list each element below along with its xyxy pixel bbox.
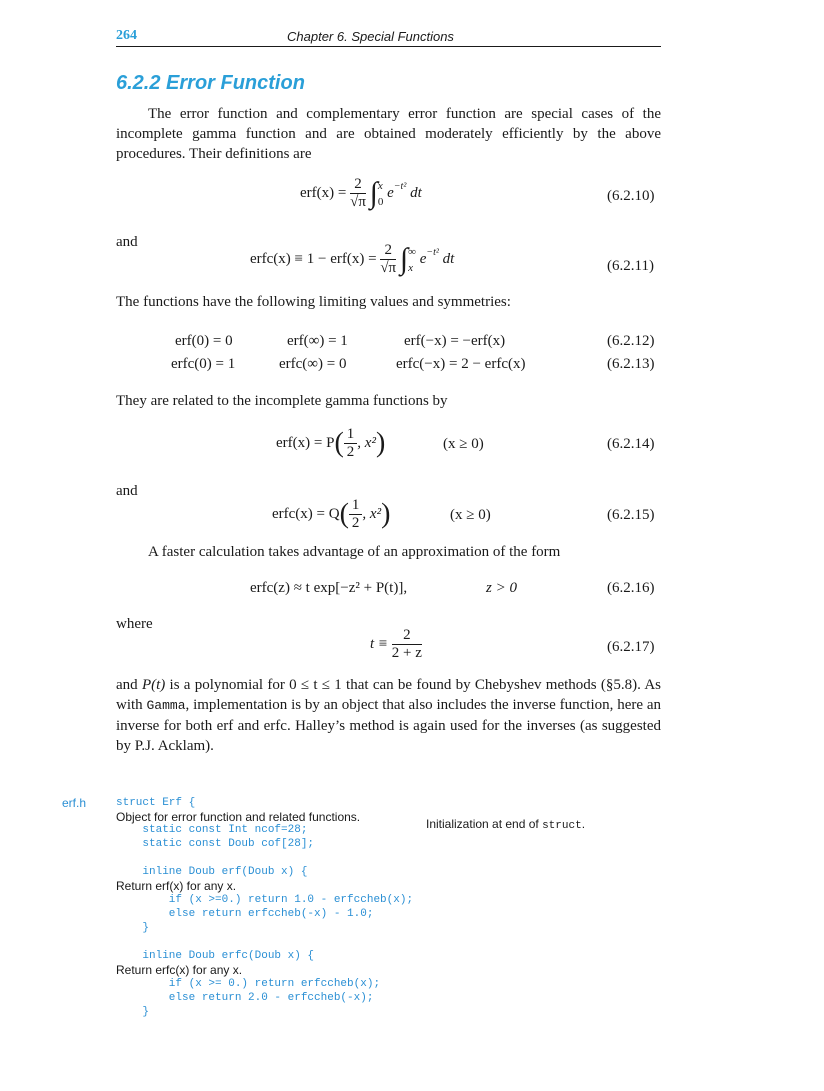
eq-number: (6.2.16) xyxy=(607,580,655,596)
equation-6-2-17 xyxy=(370,627,422,662)
paragraph-polynomial xyxy=(116,675,661,756)
eq-number: (6.2.10) xyxy=(607,188,655,204)
equation-6-2-11 xyxy=(250,242,454,277)
eq-argument: , x² xyxy=(357,434,376,451)
text-where: where xyxy=(116,616,153,632)
code-comment: Object for error function and related functions. xyxy=(116,810,361,824)
right-paren: ) xyxy=(375,427,386,459)
code-line: struct Erf { xyxy=(116,797,196,809)
text-run: , implementation is by an object that also includes the inverse function, here an inverse for both erf and erfc. Halley’s method is again used for the inverses (as suggested by P.J. Acklam). xyxy=(116,697,661,754)
integrand-exponent: −t² xyxy=(426,246,439,258)
differential: dt xyxy=(406,184,422,201)
integral-limits xyxy=(378,178,384,210)
code-line: } xyxy=(116,1006,150,1018)
eq-6-2-13-c: erfc(−x) = 2 − erfc(x) xyxy=(396,356,526,372)
page-number: 264 xyxy=(116,28,137,43)
frac-denominator: 2 + z xyxy=(391,645,422,661)
eq-number: (6.2.17) xyxy=(607,639,655,655)
eq-number: (6.2.11) xyxy=(607,258,654,274)
differential: dt xyxy=(438,250,455,267)
eq-lhs: erf(x) = xyxy=(300,184,351,201)
eq-6-2-12-c: erf(−x) = −erf(x) xyxy=(404,333,506,349)
paragraph-faster: A faster calculation takes advantage of an approximation of the form xyxy=(148,544,561,560)
eq-number: (6.2.12) xyxy=(607,333,655,349)
eq-lhs: erfc(x) = Q xyxy=(272,505,340,522)
upper-limit: ∞ xyxy=(408,245,416,258)
paragraph-limits: The functions have the following limiting values and symmetries: xyxy=(116,294,511,310)
integrand-exponent: −t² xyxy=(393,180,407,192)
eq-lhs: erf(x) = P xyxy=(276,434,335,451)
frac-numerator: 2 xyxy=(380,242,396,260)
upper-limit: x xyxy=(377,179,383,192)
comment-code: struct xyxy=(542,820,582,832)
comment-text: Initialization at end of xyxy=(426,817,543,831)
eq-fraction xyxy=(349,497,363,532)
eq-lhs: erfc(x) ≡ 1 − erf(x) = xyxy=(250,250,381,267)
eq-fraction xyxy=(344,426,358,461)
frac-numerator: 2 xyxy=(350,176,366,194)
frac-denominator: 2 xyxy=(351,515,360,531)
code-line: if (x >= 0.) return erfccheb(x); xyxy=(116,978,381,990)
left-paren: ( xyxy=(339,498,349,530)
equation-6-2-14 xyxy=(276,426,385,461)
integrand-base: e xyxy=(419,250,427,267)
eq-condition: z > 0 xyxy=(486,580,517,596)
equation-6-2-16: erfc(z) ≈ t exp[−z² + P(t)], xyxy=(250,580,408,596)
eq-fraction xyxy=(392,627,422,662)
file-label: erf.h xyxy=(62,796,87,810)
code-comment xyxy=(426,817,585,832)
left-paren: ( xyxy=(334,427,344,459)
code-line: else return erfccheb(-x) - 1.0; xyxy=(116,908,374,920)
eq-argument: , x² xyxy=(362,505,382,522)
frac-numerator: 1 xyxy=(344,426,358,444)
eq-condition: (x ≥ 0) xyxy=(450,507,491,523)
equation-6-2-15 xyxy=(272,497,390,532)
code-line: inline Doub erfc(Doub x) { xyxy=(116,950,315,962)
eq-fraction xyxy=(380,242,396,277)
chapter-title: Chapter 6. Special Functions xyxy=(287,29,454,44)
eq-fraction xyxy=(350,176,366,211)
code-line: else return 2.0 - erfccheb(-x); xyxy=(116,992,374,1004)
code-inline: Gamma xyxy=(146,698,186,713)
eq-condition: (x ≥ 0) xyxy=(443,436,484,452)
right-paren: ) xyxy=(381,498,391,530)
comment-text: . xyxy=(581,817,586,831)
code-comment: Return erf(x) for any x. xyxy=(116,879,237,893)
integrand-base: e xyxy=(387,184,394,201)
text-run: is a polynomial for 0 ≤ t ≤ 1 that can be found by Chebyshev methods (§5.8). As with xyxy=(116,677,661,713)
eq-lhs: t ≡ xyxy=(370,635,392,652)
paragraph-related: They are related to the incomplete gamma functions by xyxy=(116,393,448,409)
eq-number: (6.2.15) xyxy=(607,507,655,523)
header-rule xyxy=(116,46,661,47)
code-comment: Return erfc(x) for any x. xyxy=(116,963,243,977)
integral-sign: ∫ xyxy=(369,176,378,210)
lower-limit: 0 xyxy=(377,195,384,208)
eq-6-2-13-a: erfc(0) = 1 xyxy=(171,356,236,372)
code-line: static const Doub cof[28]; xyxy=(116,838,315,850)
code-line: if (x >=0.) return 1.0 - erfccheb(x); xyxy=(116,894,414,906)
frac-numerator: 1 xyxy=(349,497,363,515)
eq-number: (6.2.13) xyxy=(607,356,655,372)
equation-6-2-10 xyxy=(300,176,422,211)
frac-denominator: 2 xyxy=(346,444,355,460)
integral-limits xyxy=(408,244,416,276)
section-title: 6.2.2 Error Function xyxy=(116,72,305,94)
integral-sign: ∫ xyxy=(399,242,409,276)
frac-numerator: 2 xyxy=(392,627,422,645)
code-line: static const Int ncof=28; xyxy=(116,824,308,836)
frac-denominator: √π xyxy=(350,194,366,210)
eq-6-2-13-b: erfc(∞) = 0 xyxy=(279,356,347,372)
eq-6-2-12-b: erf(∞) = 1 xyxy=(287,333,348,349)
eq-6-2-12-a: erf(0) = 0 xyxy=(175,333,233,349)
text-and: and xyxy=(116,483,138,499)
code-line: } xyxy=(116,922,150,934)
text-and: and xyxy=(116,234,138,250)
math-run: P(t) xyxy=(141,677,166,693)
code-line: inline Doub erf(Doub x) { xyxy=(116,866,308,878)
paragraph-intro: The error function and complementary error function are special cases of the incomplete gamma function and are obtained moderately efficiently by the above procedures. Their definitions are xyxy=(116,106,661,162)
text-run: and xyxy=(116,677,142,693)
frac-denominator: √π xyxy=(380,260,397,276)
lower-limit: x xyxy=(408,261,413,274)
eq-number: (6.2.14) xyxy=(607,436,655,452)
